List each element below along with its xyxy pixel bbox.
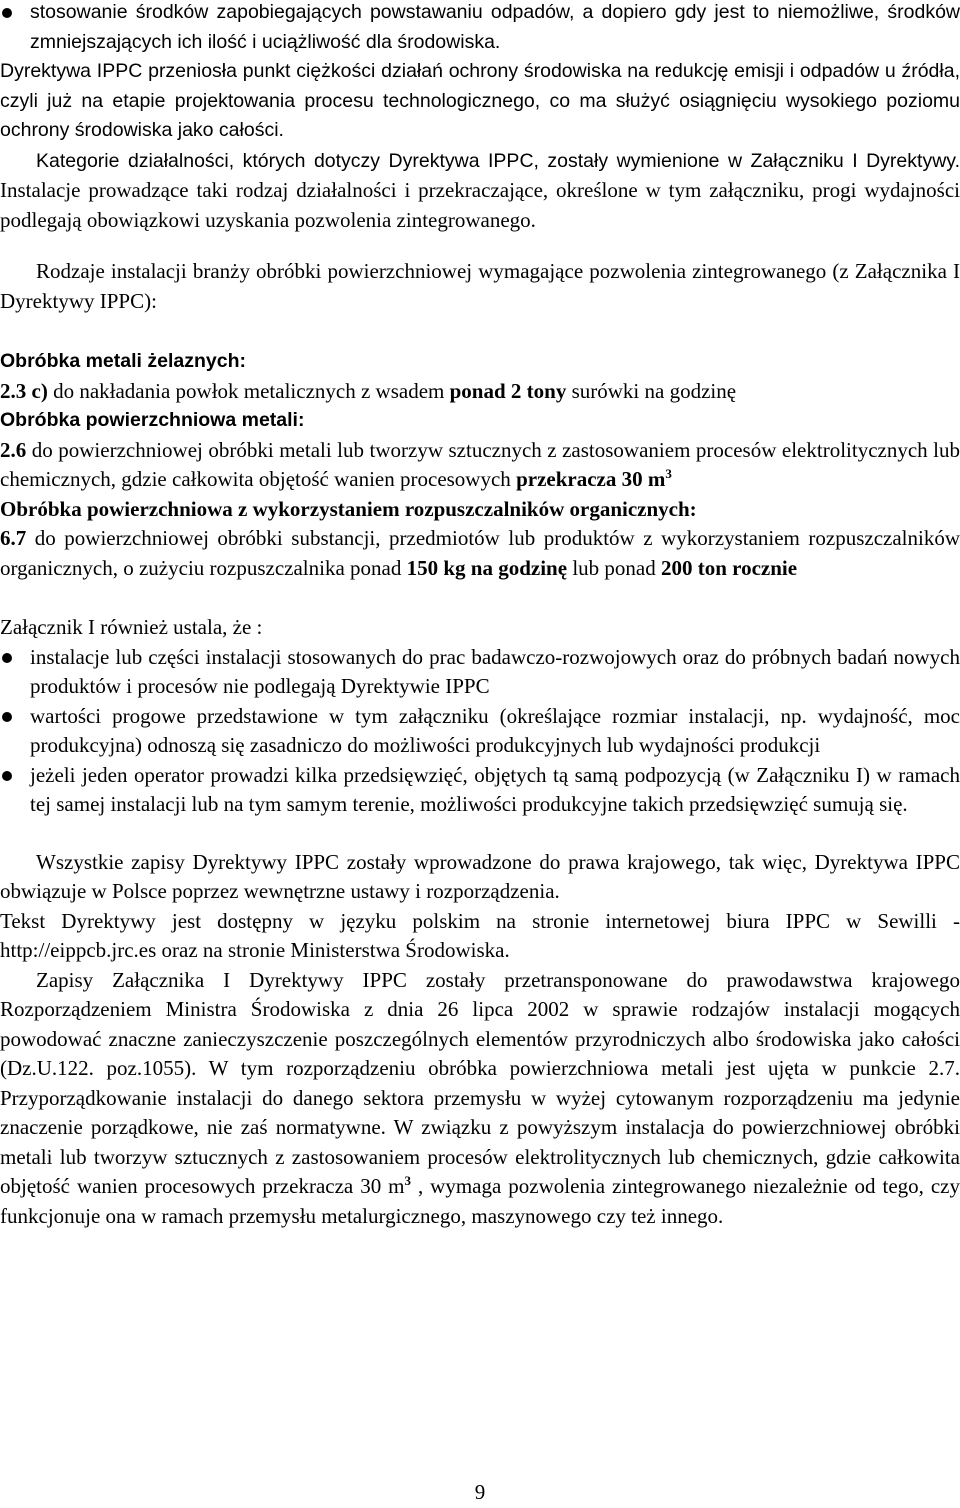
bullet-text: jeżeli jeden operator prowadzi kilka przedsięwzięć, objętych tą samą podpozycją (w Załączniku I) w ramach tej samej instalacji lub na tym samym terenie, możliwości produkcyjne takich przedsięwzięć sumują się.	[30, 762, 960, 816]
item-number: 6.7	[0, 526, 27, 550]
categories-rest: Instalacje prowadzące taki rodzaj działalności i przekraczające, określone w tym załączniku, progi wydajności podlegają obowiązkowi uzyskania pozwolenia zintegrowanego.	[0, 178, 960, 232]
annex-bullet-3	[0, 761, 960, 820]
superscript: 3	[404, 1173, 411, 1188]
paragraph-ippc-shift: Dyrektywa IPPC przeniosła punkt ciężkości działań ochrony środowiska na redukcję emisji i odpadów u źródła, czyli już na etapie projektowania procesu technologicznego, co ma służyć osiągnięciu wysokiego poziomu ochrony środowiska jako całości.	[0, 60, 960, 141]
item-2-6	[0, 436, 960, 495]
item-text: do nakładania powłok metalicznych z wsadem	[47, 378, 450, 403]
installation-types-lead: Rodzaje instalacji branży obróbki powierzchniowej wymagające pozwolenia zintegrowanego (z Załącznika I Dyrektywy IPPC):	[0, 259, 960, 313]
item-threshold: przekracza 30 m	[516, 467, 666, 491]
item-text-mid: lub ponad	[567, 555, 661, 580]
item-number: 2.6	[0, 437, 27, 462]
regulation-text-tail: , wymaga pozwolenia zintegrowanego niezależnie od tego, czy funkcjonuje ona w ramach przemysłu metalurgicznego, maszynowego czy też innego.	[0, 1174, 960, 1228]
item-text: do powierzchniowej obróbki metali lub tworzyw sztucznych z zastosowaniem procesów elektrolitycznych lub chemicznych, gdzie całkowita objętość wanien procesowych	[0, 437, 960, 491]
bullet-text: wartości progowe przedstawione w tym załączniku (określające rozmiar instalacji, np. wydajność, moc produkcyjna) odnoszą się zasadniczo do możliwości produkcyjnych lub wydajności produkcji	[30, 703, 960, 757]
categories-sentence: Kategorie działalności, których dotyczy Dyrektywa IPPC, zostały wymienione w Załączniku I Dyrektywy.	[36, 149, 960, 172]
heading-surface-treatment: Obróbka powierzchniowa metali:	[0, 409, 305, 431]
superscript: 3	[665, 466, 672, 481]
paragraph-regulation	[0, 966, 960, 1232]
heading-ferrous-metals: Obróbka metali żelaznych:	[0, 350, 246, 372]
bullet-icon	[2, 8, 12, 18]
annex-bullet-2	[0, 702, 960, 761]
paragraph-national-law: Wszystkie zapisy Dyrektywy IPPC zostały wprowadzone do prawa krajowego, tak więc, Dyrektywa IPPC obwiązuje w Polsce poprzez wewnętrzne ustawy i rozporządzenia.	[0, 849, 960, 903]
bullet-text: instalacje lub części instalacji stosowanych do prac badawczo-rozwojowych oraz do próbnych badań nowych produktów i procesów nie podlegają Dyrektywie IPPC	[30, 644, 960, 698]
paragraph-text-availability: Tekst Dyrektywy jest dostępny w języku polskim na stronie internetowej biura IPPC w Sewilli - http://eippcb.jrc.es oraz na stronie Ministerstwa Środowiska.	[0, 908, 960, 962]
regulation-text: Zapisy Załącznika I Dyrektywy IPPC zostały przetransponowane do prawodawstwa krajowego Rozporządzeniem Ministra Środowiska z dnia 26 lipca 2002 w sprawie rodzajów instalacji mogących powodować znaczne zanieczyszczenie poszczególnych elementów przyrodniczych albo środowiska jako całości (Dz.U.122. poz.1055). W tym rozporządzeniu obróbka powierzchniowa metali jest ujęta w punkcie 2.7. Przyporządkowanie instalacji do danego sektora przemysłu w wyżej cytowanym rozporządzeniu ma jedynie znaczenie porządkowe, nie zaś normatywne. W związku z powyższym instalacja do powierzchniowej obróbki metali lub tworzyw sztucznych z zastosowaniem procesów elektrolitycznych lub chemicznych, gdzie całkowita objętość wanien procesowych przekracza 30 m	[0, 967, 960, 1198]
item-threshold-2: 200 ton rocznie	[660, 555, 798, 580]
item-text-tail: surówki na godzinę	[566, 378, 737, 403]
bullet-icon	[2, 653, 12, 663]
item-threshold: ponad 2 tony	[449, 378, 567, 403]
heading-solvents: Obróbka powierzchniowa z wykorzystaniem rozpuszczalników organicznych:	[0, 496, 697, 521]
annex-lead: Załącznik I również ustala, że :	[0, 615, 263, 639]
bullet-item-top	[0, 0, 960, 57]
page-number: 9	[474, 1480, 486, 1504]
bullet-text: stosowanie środków zapobiegających powstawaniu odpadów, a dopiero gdy jest to niemożliwe, środków zmniejszających ich ilość i uciążliwość dla środowiska.	[30, 1, 960, 53]
bullet-icon	[2, 771, 12, 781]
item-text: do powierzchniowej obróbki substancji, przedmiotów lub produktów z wykorzystaniem rozpuszczalników organicznych, o zużyciu rozpuszczalnika ponad	[0, 526, 960, 580]
item-2-3c	[0, 377, 960, 407]
item-threshold-1: 150 kg na godzinę	[406, 555, 568, 580]
annex-bullet-1	[0, 643, 960, 702]
item-number: 2.3 c)	[0, 378, 48, 403]
paragraph-categories	[0, 146, 960, 236]
item-6-7	[0, 524, 960, 583]
bullet-icon	[2, 712, 12, 722]
